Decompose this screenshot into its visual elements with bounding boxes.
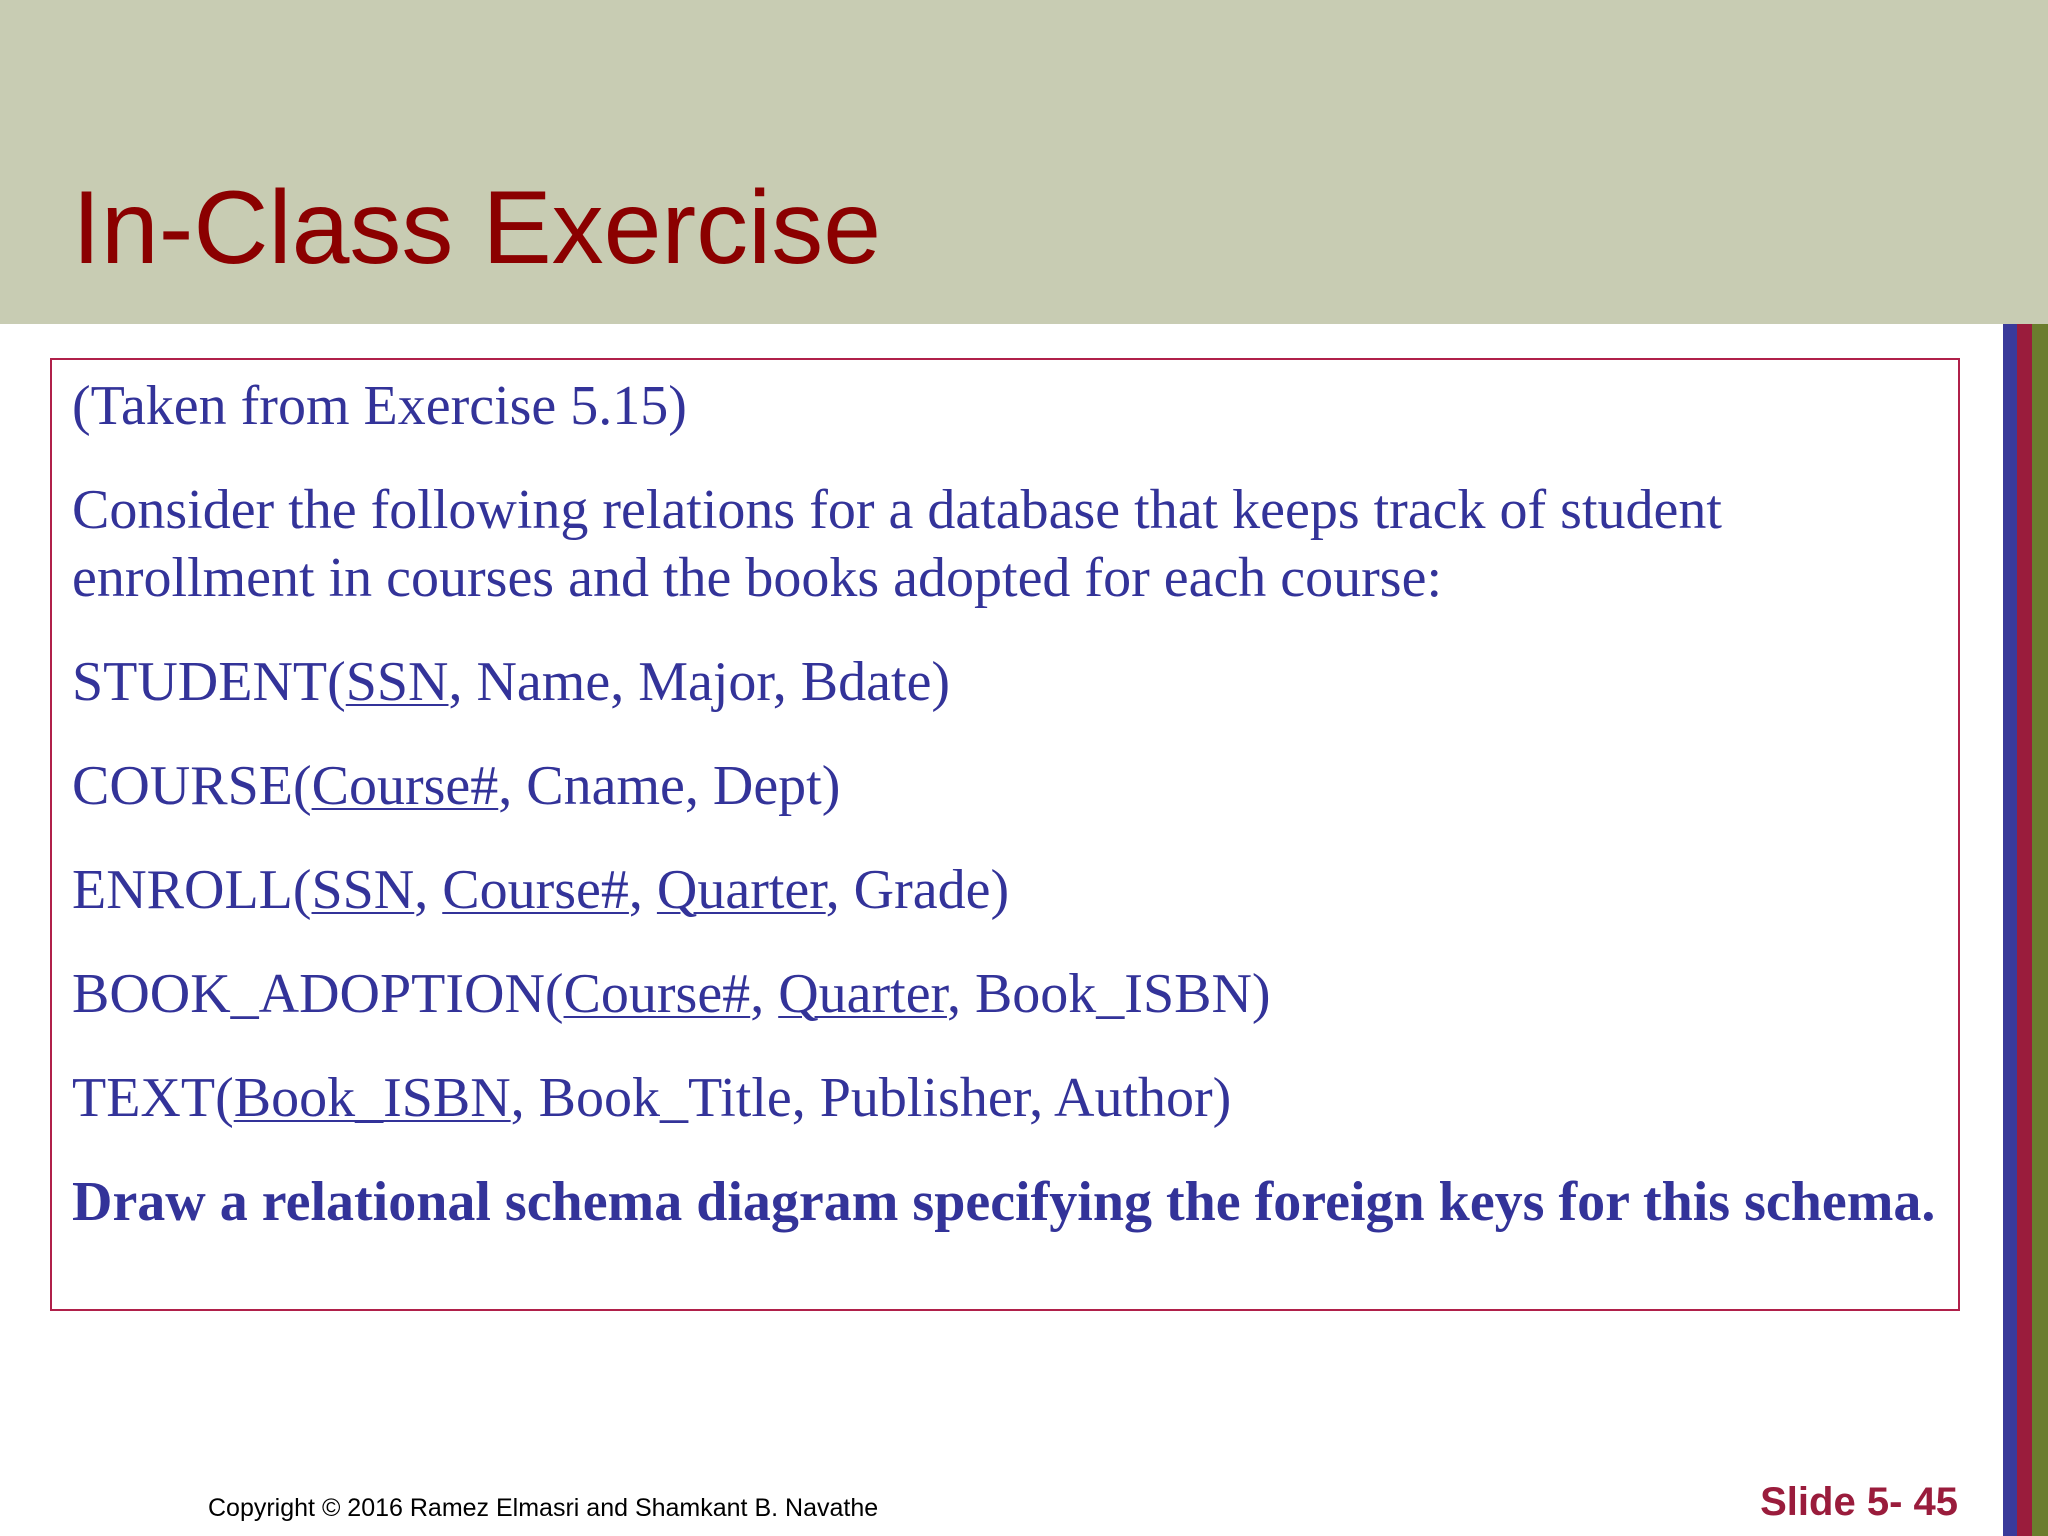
primary-key: Quarter — [778, 963, 947, 1025]
stripe-olive — [2032, 324, 2048, 1536]
primary-key: Book_ISBN — [233, 1067, 511, 1129]
title-banner — [0, 0, 2048, 324]
side-stripes — [2003, 324, 2048, 1536]
separator: , — [628, 859, 657, 921]
relation-text — [72, 1064, 1952, 1132]
relation-attributes: , Book_ISBN) — [946, 963, 1271, 1025]
primary-key: SSN — [345, 651, 449, 713]
relation-attributes: , Book_Title, Publisher, Author) — [510, 1067, 1232, 1129]
instruction — [72, 1168, 1952, 1236]
relation-book-adoption — [72, 960, 1952, 1028]
relation-enroll — [72, 856, 1952, 924]
intro-paragraph: Consider the following relations for a database that keeps track of student enrollment in courses and the books adopted for each course: — [72, 479, 1722, 609]
slide-body — [72, 372, 1952, 1236]
relation-name: COURSE( — [72, 755, 312, 817]
primary-key: Quarter — [656, 859, 826, 921]
relation-attributes: , Name, Major, Bdate) — [448, 651, 951, 713]
primary-key: Course# — [311, 755, 499, 817]
stripe-red — [2017, 324, 2032, 1536]
separator: , — [414, 859, 443, 921]
relation-name: ENROLL( — [72, 859, 312, 921]
relation-name: TEXT( — [72, 1067, 234, 1129]
primary-key: Course# — [442, 859, 629, 921]
stripe-blue — [2003, 324, 2017, 1536]
relation-student — [72, 648, 1952, 716]
relation-course — [72, 752, 1952, 820]
slide-title: In-Class Exercise — [72, 170, 882, 286]
slide-number: Slide 5- 45 — [1760, 1480, 1958, 1524]
separator: , — [750, 963, 779, 1025]
source-note: (Taken from Exercise 5.15) — [72, 375, 687, 437]
relation-attributes: , Grade) — [825, 859, 1010, 921]
relation-name: BOOK_ADOPTION( — [72, 963, 564, 1025]
relation-name: STUDENT( — [72, 651, 346, 713]
copyright-notice: Copyright © 2016 Ramez Elmasri and Shamkant B. Navathe — [208, 1494, 879, 1522]
relation-attributes: , Cname, Dept) — [498, 755, 841, 817]
instruction-text: Draw a relational schema diagram specifying the foreign keys for this schema. — [72, 1171, 1936, 1233]
primary-key: SSN — [311, 859, 415, 921]
primary-key: Course# — [563, 963, 751, 1025]
